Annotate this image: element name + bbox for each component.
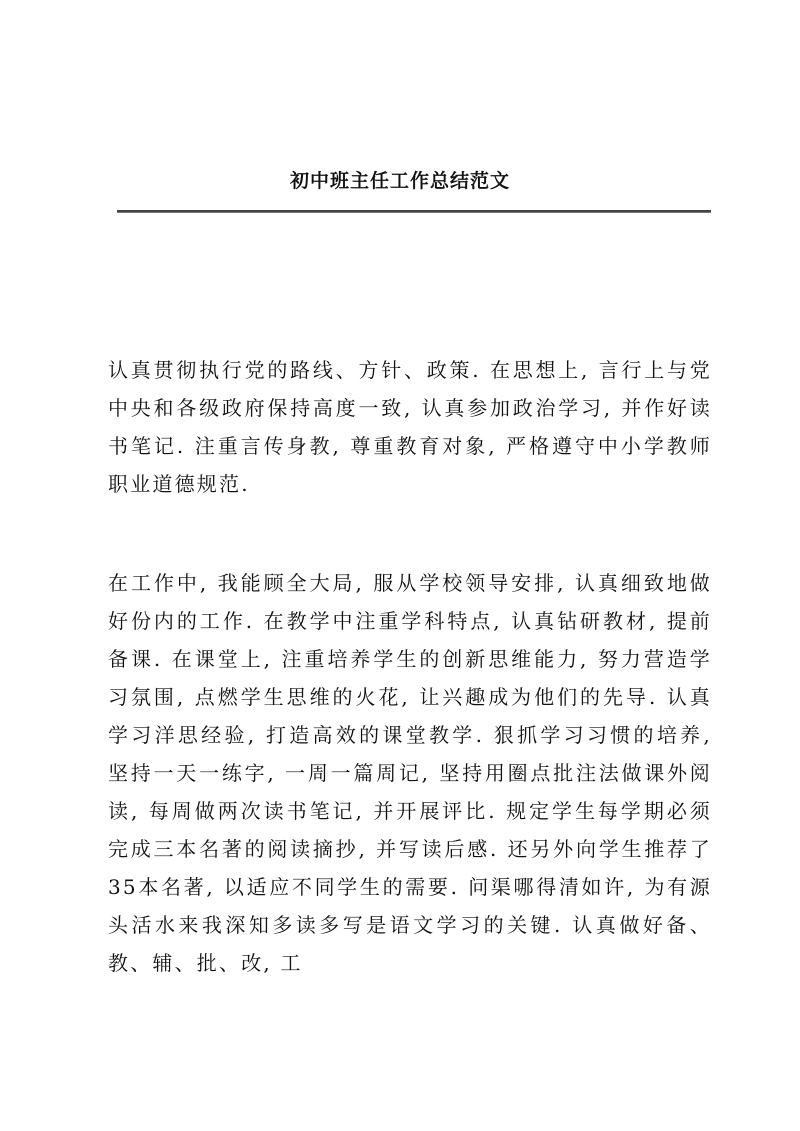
document-title: 初中班主任工作总结范文 [289,170,510,192]
title-divider [117,210,711,213]
paragraph-1: 认真贯彻执行党的路线、方针、政策. 在思想上, 言行上与党中央和各级政府保持高度一致, 认真参加政治学习, 并作好读书笔记. 注重言传身教, 尊重教育对象, 严格遵守中小学教师职业道德规范. [108,358,712,496]
paragraph-2: 在工作中, 我能顾全大局, 服从学校领导安排, 认真细致地做好份内的工作. 在教学中注重学科特点, 认真钻研教材, 提前备课. 在课堂上, 注重培养学生的创新思维能力, 努力营造学习氛围, 点燃学生思维的火花, 让兴趣成为他们的先导. 认真学习洋思经验, 打造高效的课堂教学. 狠抓学习习惯的培养, 坚持一天一练字, 一周一篇周记, 坚持用圈点批注法做课外阅读, 每周做两次读书笔记, 并开展评比. 规定学生每学期必须完成三本名著的阅读摘抄, 并写读后感. 还另外向学生推荐了35本名著, 以适应不同学生的需要. 问渠哪得清如许, 为有源头活水来我深知多读多写是语文学习的关键. 认真做好备、教、辅、批、改, 工 [108,571,712,975]
